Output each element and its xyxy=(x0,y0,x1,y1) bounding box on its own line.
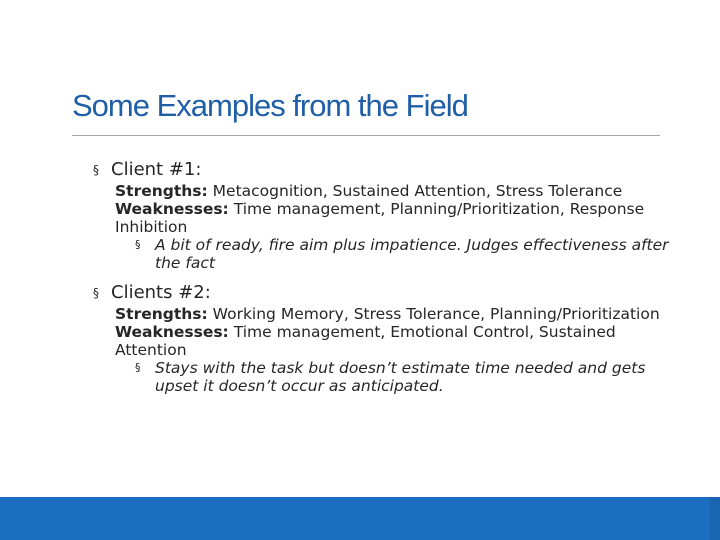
slide-title: Some Examples from the Field xyxy=(72,88,468,123)
square-bullet-icon: § xyxy=(93,286,99,300)
slide-content xyxy=(93,158,673,404)
square-bullet-icon: § xyxy=(93,163,99,177)
weaknesses-value: Time management, Planning/Prioritization, Response Inhibition xyxy=(115,200,645,236)
client-1-strengths xyxy=(115,182,673,200)
weaknesses-key: Weaknesses: xyxy=(115,323,229,341)
square-bullet-icon: § xyxy=(135,238,141,251)
square-bullet-icon: § xyxy=(135,361,141,374)
client-2-heading xyxy=(93,281,673,305)
weaknesses-key: Weaknesses: xyxy=(115,200,229,218)
strengths-key: Strengths: xyxy=(115,305,208,323)
client-1-weaknesses xyxy=(115,200,673,236)
note-text: A bit of ready, fire aim plus impatience. Judges effectiveness after the fact xyxy=(155,236,669,272)
footer-bar-edge xyxy=(710,497,720,540)
client-2-block xyxy=(93,281,673,395)
footer-bar xyxy=(0,497,720,540)
client-2-note xyxy=(133,359,673,395)
title-divider xyxy=(72,135,660,136)
client-2-weaknesses xyxy=(115,323,673,359)
client-2-label: Clients #2: xyxy=(111,282,211,303)
note-text: Stays with the task but doesn’t estimate time needed and gets upset it doesn’t occur as anticipated. xyxy=(155,359,646,395)
strengths-value: Metacognition, Sustained Attention, Stress Tolerance xyxy=(212,182,623,200)
client-1-heading xyxy=(93,158,673,182)
client-2-strengths xyxy=(115,305,673,323)
client-1-label: Client #1: xyxy=(111,159,202,180)
client-1-note xyxy=(133,236,673,272)
weaknesses-value: Time management, Emotional Control, Sustained Attention xyxy=(115,323,616,359)
client-1-block xyxy=(93,158,673,272)
strengths-value: Working Memory, Stress Tolerance, Planning/Prioritization xyxy=(212,305,660,323)
strengths-key: Strengths: xyxy=(115,182,208,200)
